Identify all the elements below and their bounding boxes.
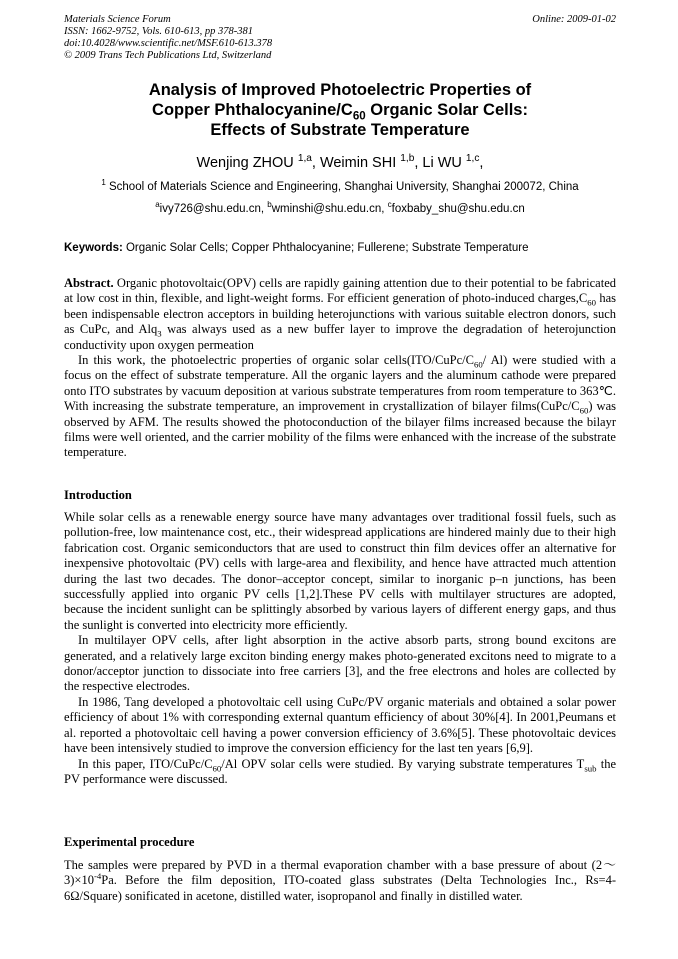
author-emails: $^a$ivy726@shu.edu.cn, $^b$wminshi@shu.edu.cn, $^c$foxbaby_shu@shu.edu.cn (155, 200, 525, 215)
experimental-paragraph-1: The samples were prepared by PVD in a thermal evaporation chamber with a base pressure of about $(2\sim 3)\times 10^{-4}Pa$. Before the film deposition, ITO-coated glass substrates (Delta Technologies Inc., Rs=4-6Ω/Square) sonificated in acetone, distilled water, isopropanol and finally in distilled water. (64, 858, 616, 903)
paper-title (64, 80, 616, 140)
experimental-heading: Experimental procedure (64, 835, 195, 849)
title-line-3: Effects of Substrate Temperature (210, 121, 470, 139)
title-line-1: Analysis of Improved Photoelectric Properties of (148, 81, 532, 99)
intro-paragraph-3: In 1986, Tang developed a photovoltaic cell using CuPc/PV organic materials and obtained a solar power efficiency of about 1% with corresponding external quantum efficiency of about 30%[4]. In 2001,Peumans et al. reported a photovoltaic cell having a power conversion efficiency of 3.6%[5]. These photovoltaic devices have been intensively studied to improve the conversion efficiency for the last ten years [6,9]. (64, 694, 616, 756)
intro-paragraph-1: While solar cells as a renewable energy source have many advantages over traditional fossil fuels, such as pollution-free, low maintenance cost, etc., their widespread applications are hindered mainly due to their high fabrication cost. Organic semiconductors that are used to construct thin film devices offer an alternative for inexpensive photovoltaic (PV) cells with large-area and flexibility, and hence have attracted much attention during the last two decades. The donor–acceptor concept, similar to inorganic p–n junctions, has been successfully applied into organic PV cells [1,2].These PV cells with multilayer structures are adopted, because the incident sunlight can be splittingly absorbed by various layers of different energy gaps, and thus the sunlight is converted into electricity more efficiently. (64, 510, 616, 632)
intro-paragraph-2: In multilayer OPV cells, after light absorption in the active absorb parts, strong bound excitons are generated, and a relatively large exciton binding energy makes photo-generated excitons need to migrate to a donor/acceptor junction to dissociate into free carriers [3], and the free electrons and holes are collected by the respective electrodes. (64, 633, 616, 694)
abstract-paragraph-2: In this work, the photoelectric properties of organic solar $cells(ITO/CuPc/C_{60}/$ Al) were studied with a focus on the effect of substrate temperature. All the organic layers and the aluminum cathode were prepared onto ITO substrates by vacuum deposition at various substrate temperatures from room temperature to 363℃. With increasing the substrate temperature, an improvement in crystallization of bilayer $films(CuPc/C_{60})$ was observed by AFM. The results showed the photoconduction of the bilayer films increased because the bilayr films were well oriented, and the carrier mobility of the films were enhanced with the increase of the substrate temperature. (64, 353, 616, 460)
doi-line: doi:10.4028/www.scientific.net/MSF.610-613.378 (64, 38, 273, 49)
abstract-paragraph-1: Abstract. Organic photovoltaic(OPV) cells are rapidly gaining attention due to their potential to be fabricated at low cost in thin, flexible, and light-weight forms. For efficient generation of photo-induced $charges,C_{60}$ has been indispensable electron acceptors in building heterojunctions with various suitable electron donors, such as CuPc, and Alq$_3$ was always used as a new buffer layer to improve the degradation of heterojunction conductivity upon oxygen permeation (64, 276, 617, 352)
intro-paragraph-4: In this paper, ITO/$CuPc/C_{60}/Al$ OPV solar cells were studied. By varying substrate temperatures $T_{sub}$ the PV performance were discussed. (64, 756, 616, 786)
copyright-line: © 2009 Trans Tech Publications Ltd, Switzerland (64, 50, 272, 61)
keywords-label: Keywords: (64, 242, 123, 254)
journal-name: Materials Science Forum (64, 14, 171, 25)
keywords (64, 241, 616, 255)
issn-line: ISSN: 1662-9752, Vols. 610-613, pp 378-381 (64, 26, 253, 37)
affiliation: $^1$ School of Materials Science and Engineering, Shanghai University, Shanghai 200072, China (101, 178, 579, 193)
online-date: Online: 2009-01-02 (532, 14, 616, 25)
introduction-body (64, 510, 616, 787)
keywords-text: Organic Solar Cells; Copper Phthalocyanine; Fullerene; Substrate Temperature (122, 242, 529, 254)
journal-header (64, 14, 616, 62)
experimental-body (64, 858, 616, 904)
title-line-2: Copper Phthalocyanine/$C_{60}$ Organic Solar Cells: (152, 101, 528, 123)
author-list: Wenjing ZHOU $^{1,a}$, Weimin SHI $^{1,b}$, Li WU $^{1,c}$, (196, 153, 484, 171)
introduction-heading: Introduction (64, 488, 132, 502)
abstract (64, 276, 616, 461)
